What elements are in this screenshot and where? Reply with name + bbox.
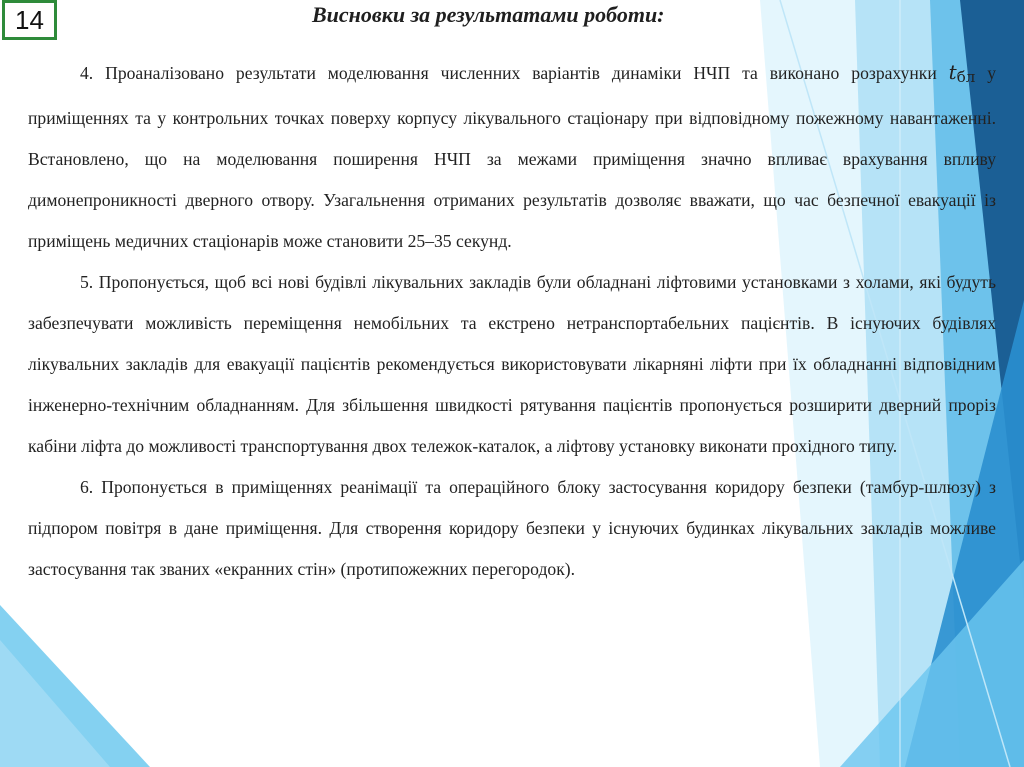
slide-title: Висновки за результатами роботи:: [312, 2, 665, 27]
paragraph-4-text-start: 4. Проаналізовано результати моделювання численних варіантів динаміки НЧП та виконано розрахунки: [80, 63, 949, 83]
variable-t-bl: [949, 60, 976, 84]
variable-main: t: [948, 60, 957, 84]
paragraph-4-text-end: у приміщеннях та у контрольних точках поверху корпусу лікувального стаціонару при відповідному пожежному навантаженні. Встановлено, що на моделювання поширення НЧП за межами приміщення значно впливає врахування впливу димонепроникності дверного отвору. Узагальнення отриманих результатів дозволяє вважати, що час безпечної евакуації із приміщень медичних стаціонарів може становити 25–35 секунд.: [28, 63, 996, 251]
paragraph-6: 6. Пропонується в приміщеннях реанімації та операційного блоку застосування коридору безпеки (тамбур-шлюзу) з підпором повітря в дане приміщення. Для створення коридору безпеки у існуючих будинках лікувальних закладів можливе застосування так званих «екранних стін» (протипожежних перегородок).: [28, 477, 996, 579]
slide-body: [28, 52, 996, 590]
paragraph-5: 5. Пропонується, щоб всі нові будівлі лікувальних закладів були обладнані ліфтовими установками з холами, які будуть забезпечувати можливість переміщення немобільних та екстрено нетранспортабельних пацієнтів. В існуючих будівлях лікувальних закладів для евакуації пацієнтів рекомендується використовувати лікарняні ліфти при їх обладнанні відповідним інженерно-технічним обладнанням. Для збільшення швидкості рятування пацієнтів пропонується розширити дверний проріз кабіни ліфта до можливості транспортування двох тележок-каталок, а ліфтову установку виконати прохідного типу.: [28, 272, 996, 456]
paragraph-4: [28, 52, 996, 262]
variable-subscript: бл: [956, 68, 976, 86]
page-number: 14: [2, 0, 57, 40]
